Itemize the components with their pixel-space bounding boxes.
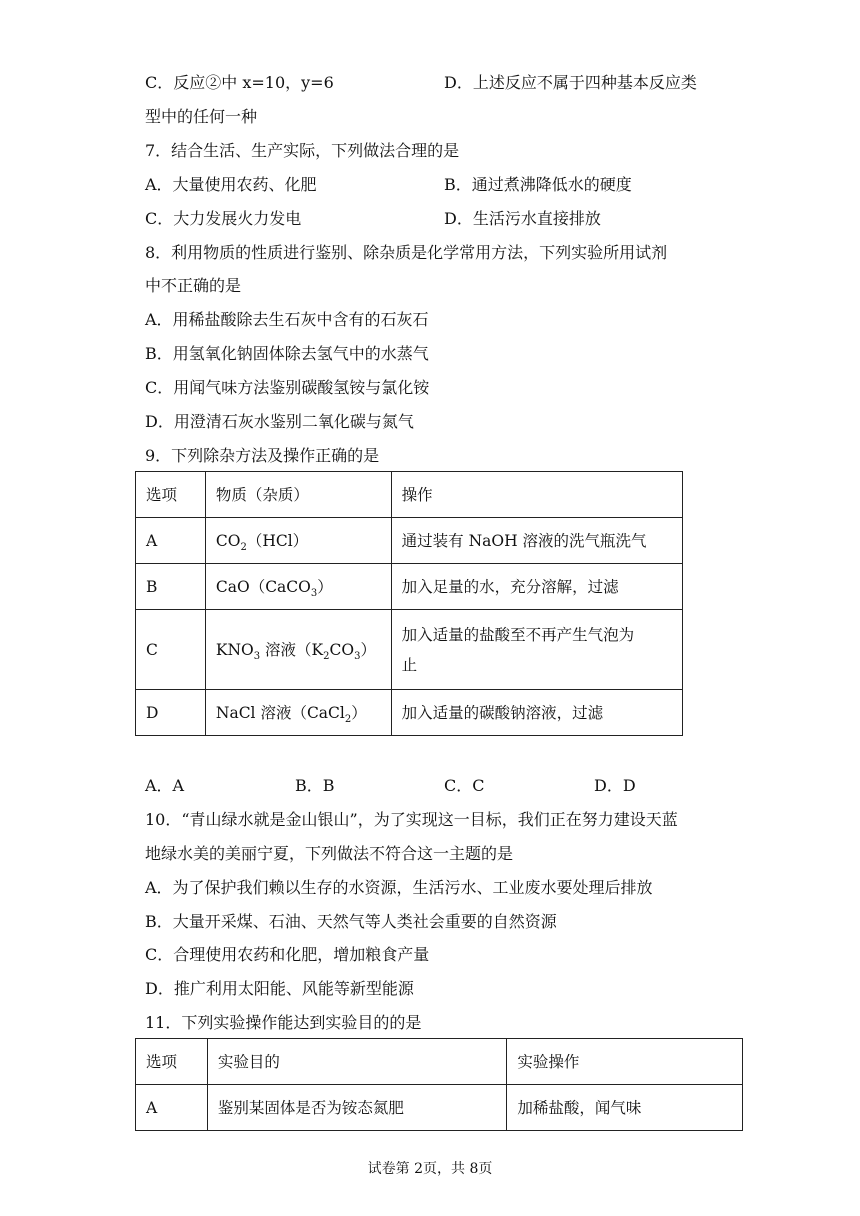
header-goal: 实验目的: [207, 1039, 506, 1085]
row-substance: $KNO_3$ 溶液$(K_2CO_3)$: [205, 610, 391, 690]
q10-option-a: A．为了保护我们赖以生存的水资源，生活污水、工业废水要处理后排放: [145, 878, 653, 897]
table-row: [136, 1085, 743, 1131]
q7-option-c: C．大力发展火力发电: [145, 209, 302, 228]
table-row: [136, 518, 683, 564]
q11-table: [135, 1038, 743, 1131]
q9-answer-c: C．C: [444, 776, 485, 795]
q7-option-d: D．生活污水直接排放: [444, 209, 601, 228]
table-row: [136, 690, 683, 736]
row-option: A: [136, 518, 206, 564]
row-operation: 加入适量的碳酸钠溶液，过滤: [391, 690, 682, 736]
q10-option-b: B．大量开采煤、石油、天然气等人类社会重要的自然资源: [145, 912, 557, 931]
row-option: D: [136, 690, 206, 736]
q8-option-b: B．用氢氧化钠固体除去氢气中的水蒸气: [145, 344, 429, 363]
q8-option-c: C．用闻气味方法鉴别碳酸氢铵与氯化铵: [145, 378, 430, 397]
q9-answer-b: B．B: [295, 776, 335, 795]
q10-option-d: D．推广利用太阳能、风能等新型能源: [145, 979, 414, 998]
q10-option-c: C．合理使用农药和化肥，增加粮食产量: [145, 945, 430, 964]
row-operation: 加入足量的水，充分溶解，过滤: [391, 564, 682, 610]
row-substance: CaO（CaCO$_3$）: [205, 564, 391, 610]
q6-option-d: D．上述反应不属于四种基本反应类: [444, 73, 697, 92]
q7-stem: 7．结合生活、生产实际，下列做法合理的是: [145, 141, 460, 160]
table-header-row: [136, 1039, 743, 1085]
q7-option-b: B．通过煮沸降低水的硬度: [444, 175, 632, 194]
q6-option-c: C．反应②中 x=10，y=6: [145, 73, 334, 92]
q10-stem: 10．“青山绿水就是金山银山”，为了实现这一目标，我们正在努力建设天蓝: [145, 810, 678, 829]
q6-option-d-continued: 型中的任何一种: [145, 107, 258, 126]
table-row: [136, 564, 683, 610]
header-option: 选项: [136, 472, 206, 518]
row-substance: NaCl 溶液（CaCl$_2$）: [205, 690, 391, 736]
row-option: A: [136, 1085, 208, 1131]
q8-option-a: A．用稀盐酸除去生石灰中含有的石灰石: [145, 310, 429, 329]
table-header-row: [136, 472, 683, 518]
q9-stem: 9．下列除杂方法及操作正确的是: [145, 446, 380, 465]
header-operation: 实验操作: [507, 1039, 743, 1085]
row-option: C: [136, 610, 206, 690]
q8-option-d: D．用澄清石灰水鉴别二氧化碳与氮气: [145, 412, 414, 431]
q11-stem: 11．下列实验操作能达到实验目的的是: [145, 1013, 422, 1032]
q9-answer-d: D．D: [594, 776, 636, 795]
table-row: [136, 610, 683, 690]
q8-stem: 8．利用物质的性质进行鉴别、除杂质是化学常用方法，下列实验所用试剂: [145, 243, 668, 262]
q9-table: [135, 471, 683, 736]
header-option: 选项: [136, 1039, 208, 1085]
q9-answer-a: A．A: [145, 776, 185, 795]
row-operation: 加稀盐酸，闻气味: [507, 1085, 743, 1131]
header-operation: 操作: [391, 472, 682, 518]
row-substance: $CO_2(HCl)$: [205, 518, 391, 564]
row-operation: 加入适量的盐酸至不再产生气泡为 止: [391, 610, 682, 690]
header-substance: 物质（杂质）: [205, 472, 391, 518]
q10-stem-continued: 地绿水美的美丽宁夏，下列做法不符合这一主题的是: [145, 844, 514, 863]
row-operation: 通过装有 NaOH 溶液的洗气瓶洗气: [391, 518, 682, 564]
row-goal: 鉴别某固体是否为铵态氮肥: [207, 1085, 506, 1131]
q7-option-a: A．大量使用农药、化肥: [145, 175, 317, 194]
row-option: B: [136, 564, 206, 610]
page-footer: 试卷第 2页，共 8页: [367, 1161, 493, 1177]
q8-stem-continued: 中不正确的是: [145, 276, 242, 295]
